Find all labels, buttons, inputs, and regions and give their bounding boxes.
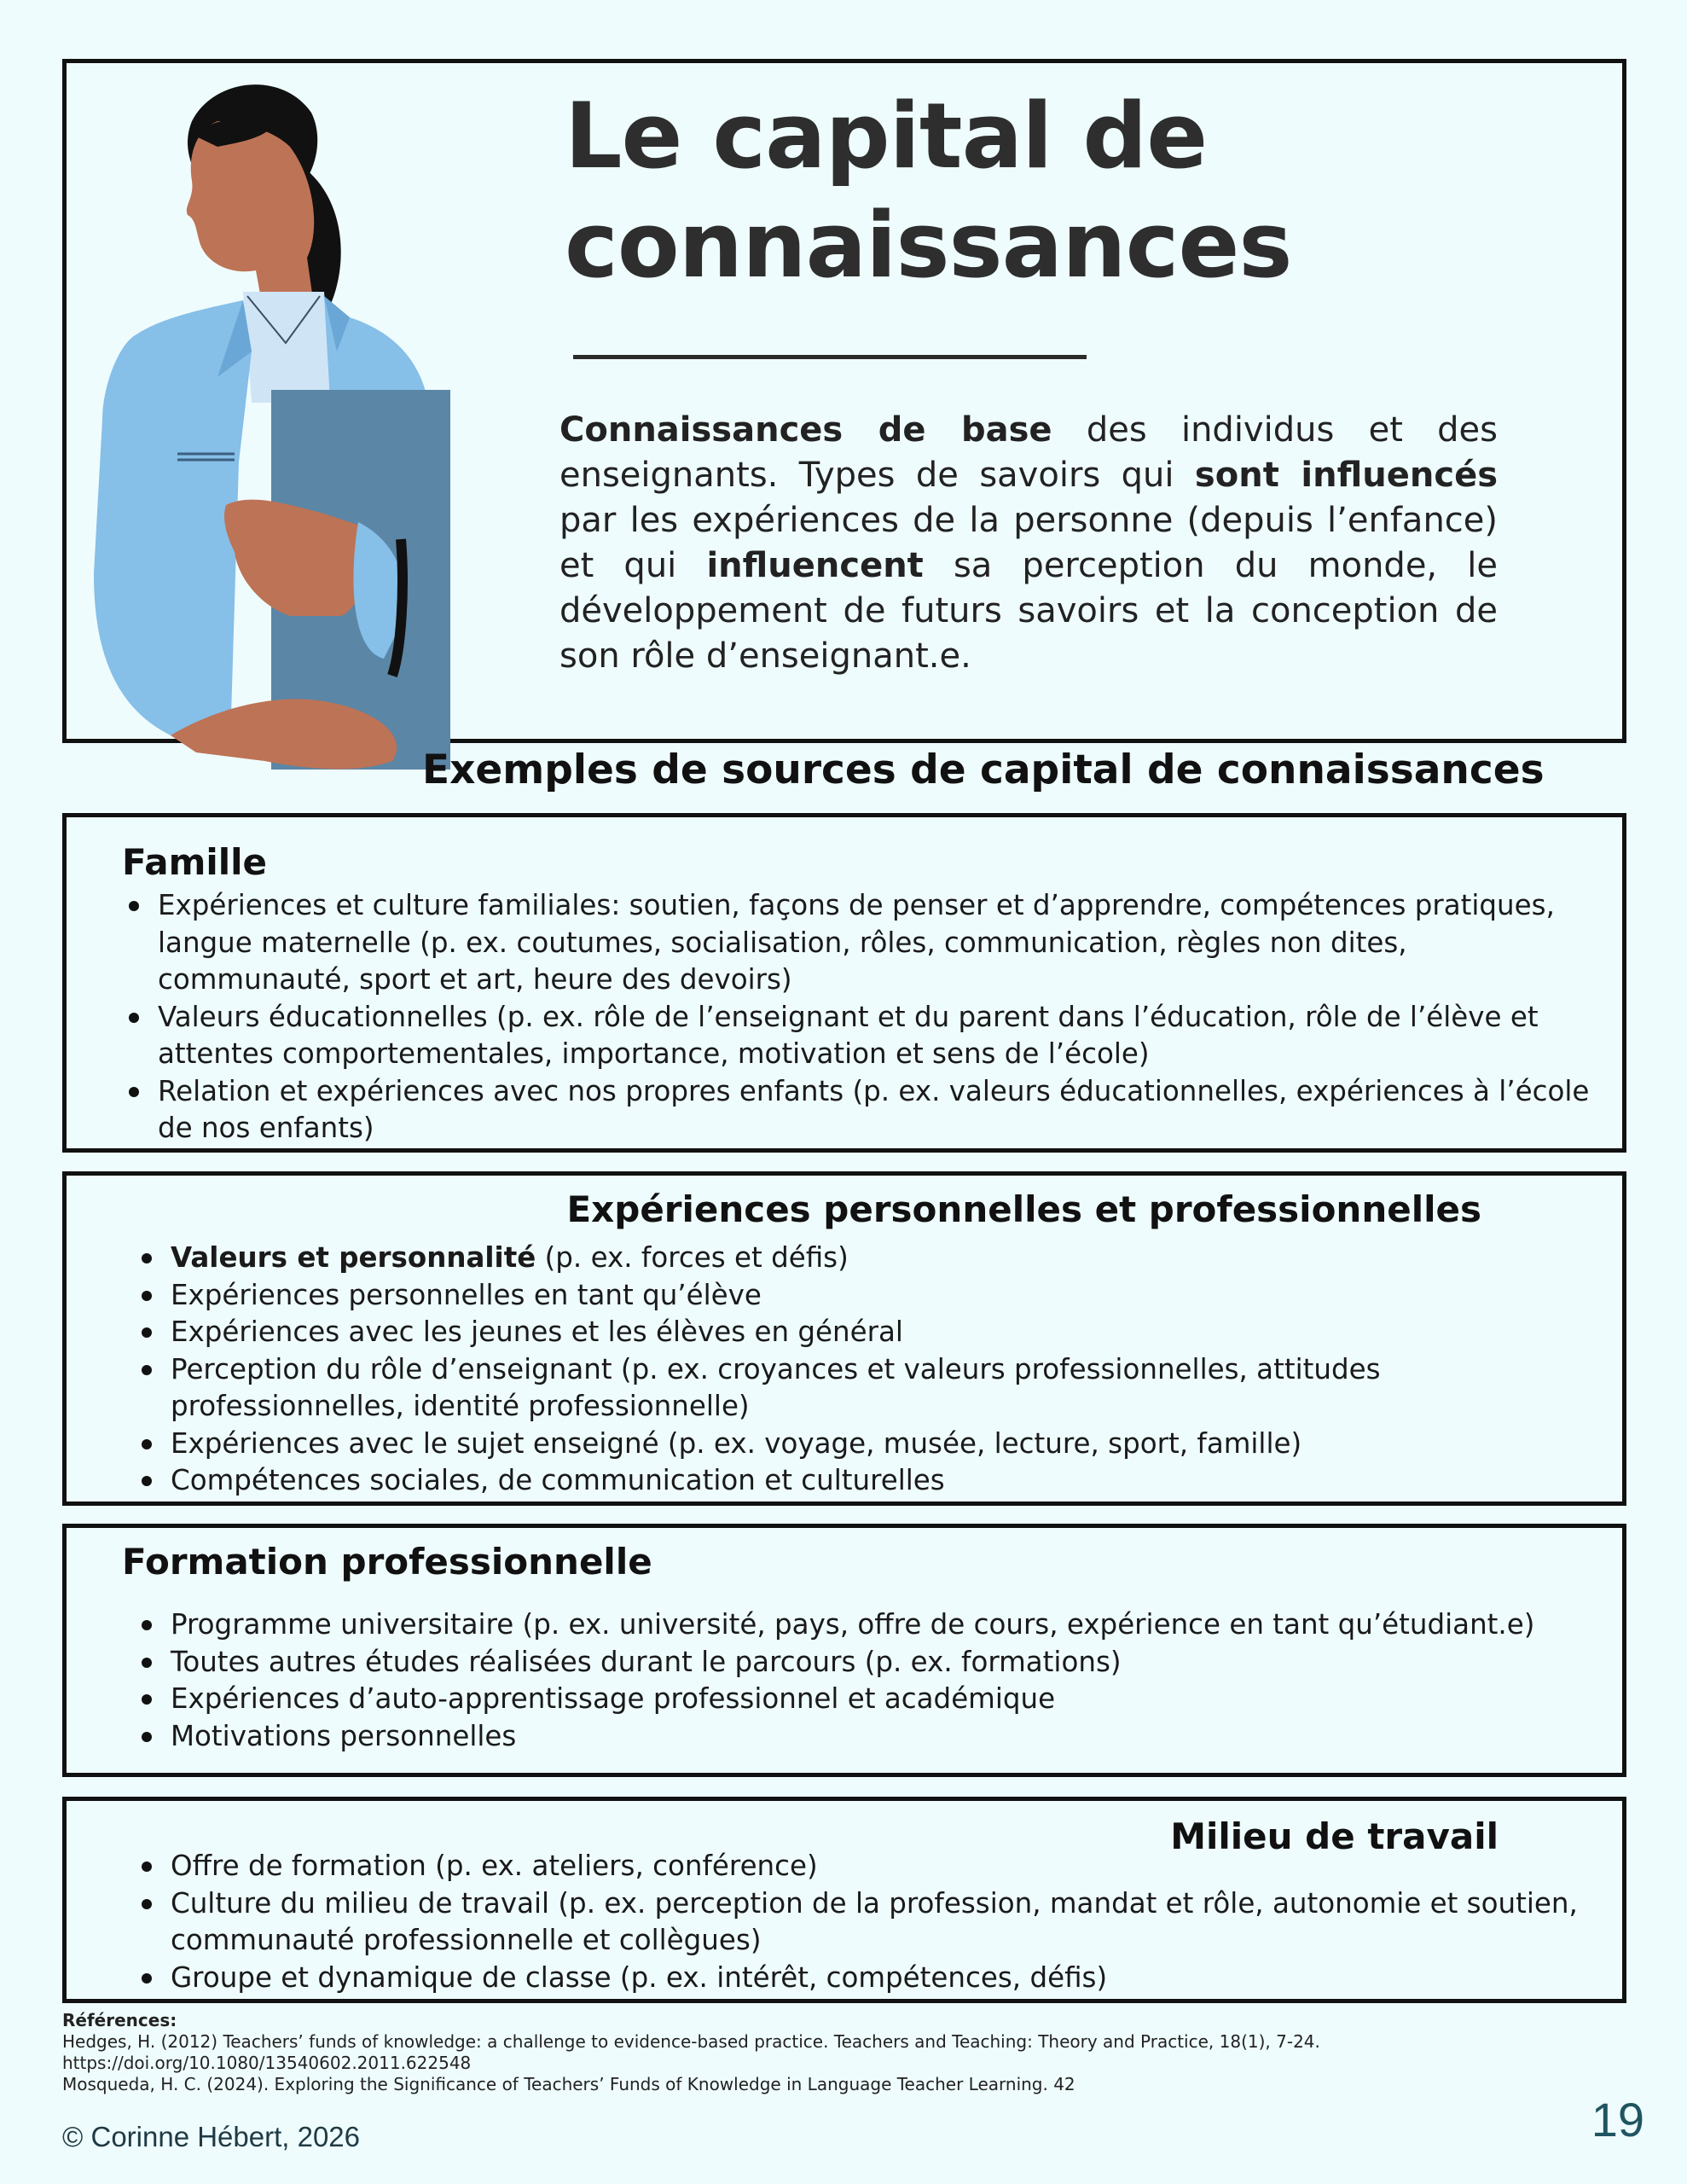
- list-item: Expériences avec le sujet enseigné (p. ex. voyage, musée, lecture, sport, famille): [135, 1426, 1585, 1463]
- intro-bold-1: Connaissances de base: [559, 410, 1052, 450]
- references-heading: Références:: [62, 2010, 177, 2030]
- teacher-illustration: [68, 61, 546, 770]
- milieu-title: Milieu de travail: [1170, 1815, 1499, 1857]
- experiences-card: [62, 1171, 1626, 1506]
- list-item: Motivations personnelles: [135, 1718, 1602, 1756]
- list-item: [135, 1240, 1585, 1277]
- list-item: Expériences personnelles en tant qu’élève: [135, 1277, 1585, 1315]
- list-item: Offre de formation (p. ex. ateliers, conférence): [135, 1848, 1627, 1885]
- list-item-bold: Valeurs et personnalité: [171, 1241, 536, 1274]
- milieu-card: [62, 1797, 1626, 2003]
- list-item: Expériences avec les jeunes et les élèves en général: [135, 1314, 1585, 1351]
- list-item: Compétences sociales, de communication et culturelles: [135, 1462, 1585, 1500]
- list-item-rest: (p. ex. forces et défis): [536, 1241, 849, 1274]
- experiences-list: [135, 1240, 1585, 1500]
- reference-line: Mosqueda, H. C. (2024). Exploring the Significance of Teachers’ Funds of Knowledge in Language Teacher Learning. 42: [62, 2074, 1075, 2094]
- famille-title: Famille: [122, 841, 268, 883]
- title-divider: [573, 355, 1087, 359]
- list-item: Expériences et culture familiales: soutien, façons de penser et d’apprendre, compétences pratiques, langue maternelle (p. ex. coutumes, socialisation, rôles, communication, règles non dites, communauté, sport et art, heure des devoirs): [122, 887, 1606, 999]
- page-title: [565, 82, 1291, 300]
- section-heading: Exemples de sources de capital de connaissances: [422, 746, 1545, 793]
- intro-bold-2: sont influencés: [1194, 456, 1499, 495]
- list-item: Valeurs éducationnelles (p. ex. rôle de l’enseignant et du parent dans l’éducation, rôle de l’élève et attentes comportementales, importance, motivation et sens de l’école): [122, 999, 1606, 1073]
- intro-text-3: sa perception du monde, le développement de futurs savoirs et la conception de son rôle d’enseignant.e.: [559, 546, 1499, 676]
- list-item: Perception du rôle d’enseignant (p. ex. croyances et valeurs professionnelles, attitudes professionnelles, identité professionnelle): [135, 1351, 1585, 1426]
- references: [62, 2010, 1529, 2095]
- list-item: Toutes autres études réalisées durant le parcours (p. ex. formations): [135, 1644, 1602, 1682]
- list-item: Relation et expériences avec nos propres enfants (p. ex. valeurs éducationnelles, expériences à l’école de nos enfants): [122, 1073, 1606, 1147]
- intro-text-2: par les expériences de la personne (depuis l’enfance) et qui: [559, 501, 1498, 585]
- famille-list: [122, 887, 1606, 1147]
- list-item: Groupe et dynamique de classe (p. ex. intérêt, compétences, défis): [135, 1960, 1627, 1997]
- intro-bold-3: influencent: [706, 546, 924, 585]
- experiences-title: Expériences personnelles et professionnelles: [566, 1188, 1481, 1230]
- list-item: Expériences d’auto-apprentissage professionnel et académique: [135, 1681, 1602, 1718]
- page-number: 19: [1591, 2093, 1644, 2146]
- title-line-1: Le capital de: [565, 84, 1208, 189]
- copyright: © Corinne Hébert, 2026: [62, 2121, 361, 2152]
- reference-line: https://doi.org/10.1080/13540602.2011.622548: [62, 2053, 472, 2073]
- list-item: Culture du milieu de travail (p. ex. perception de la profession, mandat et rôle, autonomie et soutien, communauté professionnelle et collègues): [135, 1885, 1627, 1960]
- reference-line: Hedges, H. (2012) Teachers’ funds of knowledge: a challenge to evidence-based practice. Teachers and Teaching: Theory and Practice, 18(1), 7-24.: [62, 2031, 1320, 2052]
- intro-paragraph: [559, 408, 1498, 679]
- list-item: Programme universitaire (p. ex. université, pays, offre de cours, expérience en tant qu’étudiant.e): [135, 1606, 1602, 1644]
- formation-title: Formation professionnelle: [122, 1541, 652, 1583]
- famille-card: [62, 813, 1626, 1153]
- milieu-list: [135, 1848, 1627, 1996]
- formation-list: [135, 1606, 1602, 1755]
- title-line-2: connaissances: [565, 193, 1292, 298]
- intro-text-1: des individus et des enseignants. Types de savoirs qui: [559, 410, 1498, 495]
- formation-card: [62, 1524, 1626, 1777]
